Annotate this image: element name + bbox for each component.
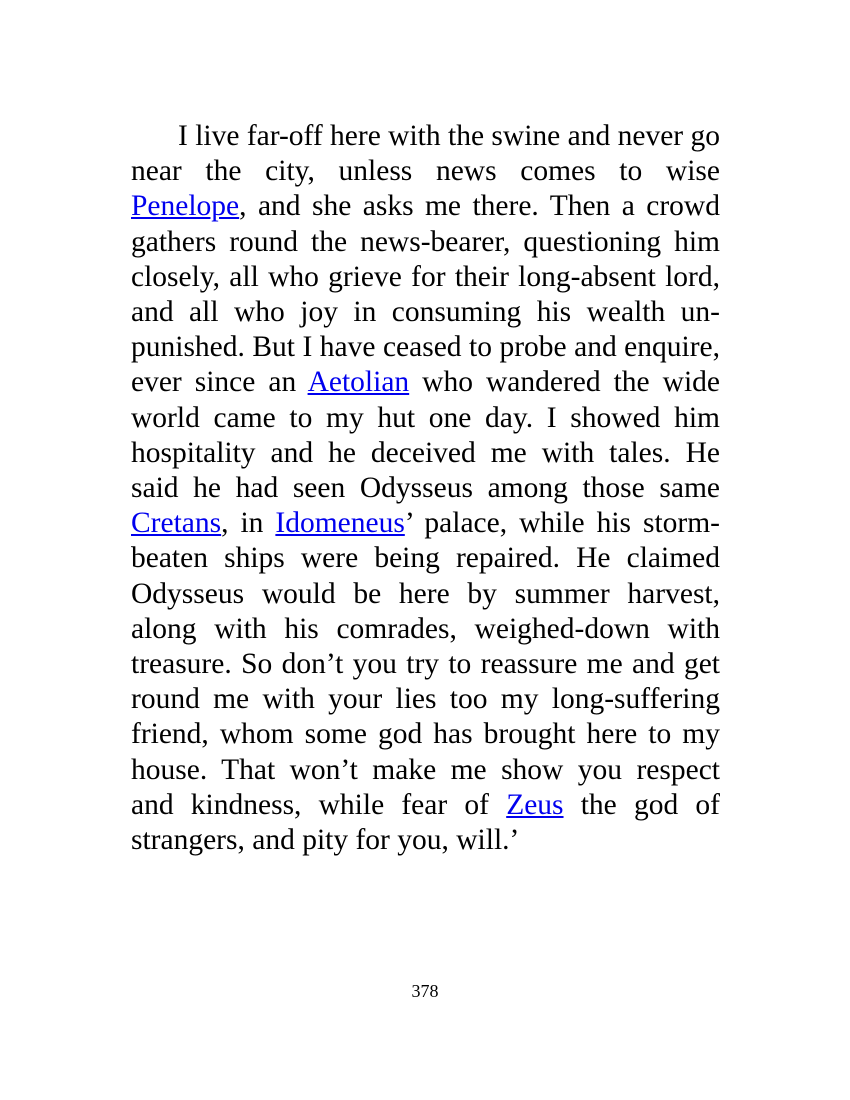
link-idomeneus[interactable]: Idomeneus [275, 507, 405, 540]
link-zeus[interactable]: Zeus [506, 788, 564, 821]
text-segment-6: the god of strangers, and pity for you, will.’ [131, 788, 720, 857]
link-cretans[interactable]: Cretans [131, 507, 222, 540]
text-segment-2: , and she asks me there. Then a crowd gathers round the news-bearer, questioning him closely, all who grieve for their long-absent lord, and all who joy in consuming his wealth un-punished. But I have ceased to probe and enquire, ever since an [131, 190, 720, 399]
text-segment-3: who wandered the wide world came to my hut one day. I showed him hospitality and he deceived me with tales. He said he had seen Odysseus among those same [131, 366, 720, 505]
text-segment-4: , in [221, 507, 276, 540]
text-segment-1: I live far-off here with the swine and never go near the city, unless news comes to wise [131, 120, 720, 188]
link-penelope[interactable]: Penelope [131, 190, 240, 223]
link-aetolian[interactable]: Aetolian [307, 366, 410, 399]
body-paragraph [131, 119, 720, 858]
page-number: 378 [411, 981, 439, 1001]
text-segment-5: ’ palace, while his storm-beaten ships were being repaired. He claimed Odysseus would be here by summer harvest, along with his comrades, weighed-down with treasure. So don’t you try to reassure me and get round me with your lies too my long-suffering friend, whom some god has brought here to my house. That won’t make me show you respect and kindness, while fear of [131, 507, 720, 821]
